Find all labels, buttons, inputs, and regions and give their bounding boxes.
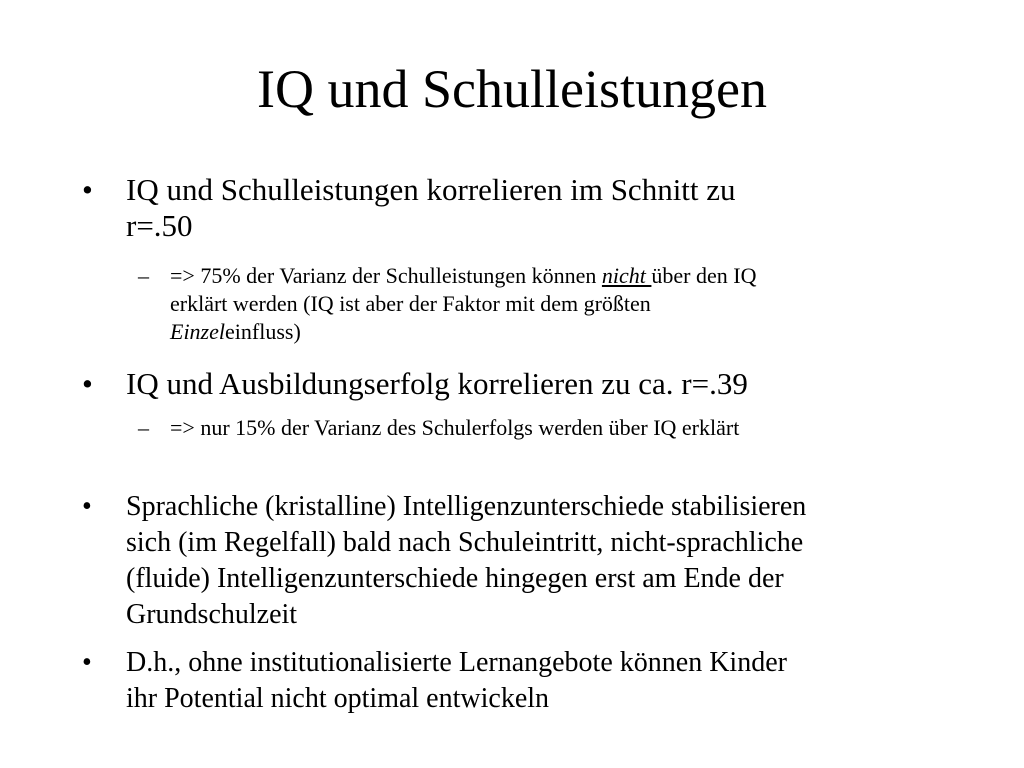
bullet-line: D.h., ohne institutionalisierte Lernangebote können Kinder bbox=[126, 647, 787, 678]
bullet-text bbox=[126, 366, 946, 402]
subbullet-segment: über den IQ bbox=[651, 263, 757, 288]
subbullet-line: erklärt werden (IQ ist aber der Faktor mit dem größten bbox=[170, 291, 651, 316]
subbullet-line bbox=[170, 318, 970, 346]
subbullet-text bbox=[170, 414, 970, 442]
subbullet-marker: – bbox=[138, 415, 149, 440]
subbullet-segment: einfluss) bbox=[225, 319, 301, 344]
bullet-line: IQ und Schulleistungen korrelieren im Schnitt zu bbox=[126, 172, 736, 207]
bullet-line: Grundschulzeit bbox=[126, 599, 298, 630]
bullet-marker: • bbox=[82, 491, 92, 522]
bullet-line: r=.50 bbox=[126, 208, 193, 243]
bullet-marker: • bbox=[82, 172, 93, 207]
bullet-line: sich (im Regelfall) bald nach Schuleintritt, nicht-sprachliche bbox=[126, 527, 804, 558]
bullet-line: IQ und Ausbildungserfolg korrelieren zu ca. r=.39 bbox=[126, 366, 748, 401]
emphasis-einzel: Einzel bbox=[170, 319, 225, 344]
bullet-marker: • bbox=[82, 647, 92, 678]
bullet-line: Sprachliche (kristalline) Intelligenzunterschiede stabilisieren bbox=[126, 491, 807, 522]
bullet-line: ihr Potential nicht optimal entwickeln bbox=[126, 683, 550, 714]
subbullet-marker: – bbox=[138, 263, 149, 288]
emphasis-nicht: nicht bbox=[601, 263, 652, 288]
bullet-text bbox=[126, 172, 946, 244]
slide-title: IQ und Schulleistungen bbox=[257, 59, 767, 119]
subbullet-segment: => 75% der Varianz der Schulleistungen können bbox=[170, 263, 602, 288]
bullet-text bbox=[126, 489, 986, 633]
subbullet-text bbox=[170, 262, 970, 346]
bullet-text bbox=[126, 645, 986, 717]
bullet-marker: • bbox=[82, 366, 93, 401]
subbullet-line: => nur 15% der Varianz des Schulerfolgs werden über IQ erklärt bbox=[170, 415, 740, 440]
subbullet-line bbox=[170, 262, 970, 290]
bullet-line: (fluide) Intelligenzunterschiede hingegen erst am Ende der bbox=[126, 563, 784, 594]
